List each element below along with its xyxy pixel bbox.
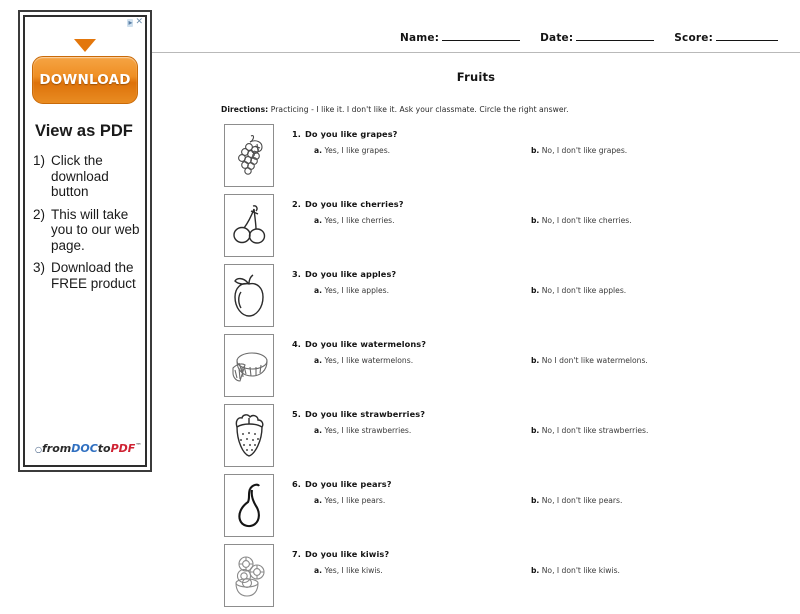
apple-icon (224, 264, 274, 327)
ad-step-item (33, 207, 145, 254)
answer-a-key: a. (314, 286, 323, 295)
question-body (292, 334, 800, 365)
question-row (224, 334, 800, 404)
ad-step-number: 3) (33, 260, 46, 275)
date-field-label: Date: (540, 32, 574, 44)
question-row (224, 474, 800, 544)
ad-step-number: 1) (33, 153, 46, 168)
question-title (292, 549, 800, 559)
question-title (292, 339, 800, 349)
page-title: Fruits (456, 70, 496, 84)
answer-b-key: b. (531, 426, 540, 435)
answer-a-text: Yes, I like watermelons. (324, 356, 414, 365)
answer-a-key: a. (314, 566, 323, 575)
answer-option-a[interactable] (314, 216, 531, 225)
question-body (292, 404, 800, 435)
directions-text: Practicing - I like it. I don't like it. Ask your classmate. Circle the right answer. (270, 105, 569, 114)
logo-pdf-text: PDF (110, 442, 136, 455)
answer-options (292, 286, 800, 295)
logo-to-text: to (97, 442, 111, 455)
answer-option-a[interactable] (314, 496, 531, 505)
question-number: 2. (292, 199, 302, 209)
question-row (224, 124, 800, 194)
logo-mark-icon: ○ (35, 445, 42, 454)
question-body (292, 474, 800, 505)
ad-step-text: This will take you to our web page. (51, 206, 140, 253)
ad-choices-controls[interactable] (127, 18, 143, 27)
question-body (292, 124, 800, 155)
advertisement-panel[interactable] (18, 10, 152, 472)
answer-option-b[interactable] (531, 426, 648, 435)
question-number: 5. (292, 409, 302, 419)
question-title (292, 129, 800, 139)
answer-b-key: b. (531, 496, 540, 505)
answer-a-text: Yes, I like apples. (324, 286, 390, 295)
close-x-icon[interactable]: ✕ (135, 17, 143, 27)
logo-trademark-symbol: ™ (135, 442, 142, 450)
ad-step-text: Download the FREE product (51, 260, 136, 291)
question-body (292, 544, 800, 575)
directions-label: Directions: (221, 105, 269, 114)
question-body (292, 264, 800, 295)
worksheet-page (152, 0, 800, 600)
adchoices-triangle-icon[interactable]: ▸ (128, 17, 133, 27)
question-text: Do you like watermelons? (305, 339, 427, 349)
name-field-blank[interactable] (442, 30, 520, 41)
answer-a-text: Yes, I like grapes. (324, 146, 391, 155)
answer-a-key: a. (314, 146, 323, 155)
answer-option-a[interactable] (314, 566, 531, 575)
answer-b-text: No, I don't like cherries. (541, 216, 632, 225)
advertisement-inner-frame (23, 15, 147, 467)
question-number: 7. (292, 549, 302, 559)
answer-b-text: No, I don't like grapes. (541, 146, 628, 155)
question-title (292, 269, 800, 279)
ad-step-text: Click the download button (51, 153, 109, 199)
grapes-icon (224, 124, 274, 187)
directions-line (221, 105, 800, 114)
kiwi-icon (224, 544, 274, 607)
ad-step-item (33, 260, 145, 291)
answer-a-text: Yes, I like strawberries. (324, 426, 412, 435)
answer-a-key: a. (314, 426, 323, 435)
answer-options (292, 356, 800, 365)
answer-options (292, 426, 800, 435)
question-title (292, 199, 800, 209)
answer-b-text: No, I don't like pears. (541, 496, 623, 505)
answer-b-key: b. (531, 216, 540, 225)
answer-a-text: Yes, I like pears. (324, 496, 386, 505)
score-field-label: Score: (674, 32, 713, 44)
download-button-label: DOWNLOAD (39, 72, 131, 88)
question-row (224, 544, 800, 614)
ad-steps-list (33, 153, 145, 291)
answer-option-b[interactable] (531, 286, 626, 295)
questions-list (152, 124, 800, 614)
logo-from-text: from (41, 442, 72, 455)
question-text: Do you like kiwis? (305, 549, 390, 559)
strawberry-icon (224, 404, 274, 467)
name-field-group (400, 30, 520, 44)
question-row (224, 404, 800, 474)
question-number: 1. (292, 129, 302, 139)
worksheet-header-fields (152, 0, 800, 44)
answer-option-a[interactable] (314, 356, 531, 365)
answer-options (292, 216, 800, 225)
answer-b-text: No, I don't like apples. (541, 286, 627, 295)
question-title (292, 479, 800, 489)
question-body (292, 194, 800, 225)
answer-options (292, 496, 800, 505)
question-number: 6. (292, 479, 302, 489)
question-row (224, 194, 800, 264)
answer-b-text: No, I don't like strawberries. (541, 426, 649, 435)
answer-option-a[interactable] (314, 426, 531, 435)
score-field-group (674, 30, 778, 44)
logo-doc-text: DOC (71, 442, 98, 455)
pear-icon (224, 474, 274, 537)
answer-b-text: No I don't like watermelons. (541, 356, 648, 365)
question-text: Do you like apples? (305, 269, 397, 279)
question-text: Do you like cherries? (305, 199, 404, 209)
name-field-label: Name: (400, 32, 440, 44)
answer-option-b[interactable] (531, 216, 632, 225)
fromdoctopdf-logo[interactable] (35, 442, 141, 455)
header-divider (152, 52, 800, 53)
question-text: Do you like grapes? (305, 129, 398, 139)
answer-option-b[interactable] (531, 496, 622, 505)
question-title (292, 409, 800, 419)
answer-option-a[interactable] (314, 286, 531, 295)
ad-heading: View as PDF (35, 122, 133, 140)
question-number: 3. (292, 269, 302, 279)
answer-a-text: Yes, I like cherries. (324, 216, 395, 225)
watermelon-icon (224, 334, 274, 397)
date-field-group (540, 30, 654, 44)
date-field-blank[interactable] (576, 30, 654, 41)
answer-b-text: No, I don't like kiwis. (541, 566, 620, 575)
cherries-icon (224, 194, 274, 257)
answer-option-b[interactable] (531, 146, 627, 155)
answer-option-a[interactable] (314, 146, 531, 155)
answer-option-b[interactable] (531, 356, 648, 365)
question-text: Do you like strawberries? (305, 409, 426, 419)
question-row (224, 264, 800, 334)
question-text: Do you like pears? (305, 479, 392, 489)
ad-step-number: 2) (33, 206, 46, 222)
answer-a-key: a. (314, 356, 323, 365)
answer-a-key: a. (314, 496, 323, 505)
answer-options (292, 566, 800, 575)
question-number: 4. (292, 339, 302, 349)
answer-options (292, 146, 800, 155)
answer-option-b[interactable] (531, 566, 620, 575)
answer-b-key: b. (531, 566, 540, 575)
answer-b-key: b. (531, 356, 540, 365)
ad-step-item (33, 153, 145, 200)
score-field-blank[interactable] (716, 30, 778, 41)
download-button[interactable] (32, 56, 138, 104)
answer-b-key: b. (531, 286, 540, 295)
answer-b-key: b. (531, 146, 540, 155)
answer-a-text: Yes, I like kiwis. (324, 566, 383, 575)
answer-a-key: a. (314, 216, 323, 225)
down-arrow-icon (74, 39, 96, 52)
